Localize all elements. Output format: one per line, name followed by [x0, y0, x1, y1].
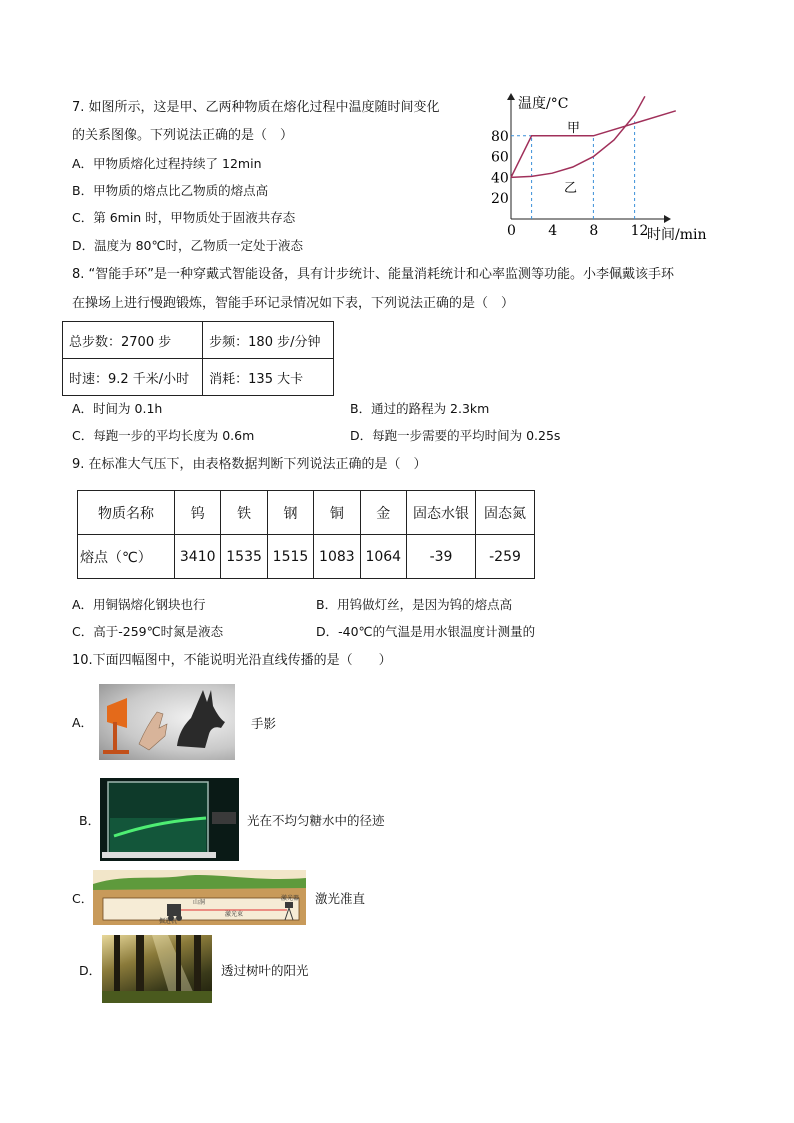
q7-option-b: B．甲物质的熔点比乙物质的熔点高: [72, 183, 269, 198]
q9-stem: 9. 在标准大气压下，由表格数据判断下列说法正确的是（ ）: [72, 457, 427, 472]
laser-tunnel-image: [93, 870, 306, 925]
q7-stem-line2: 的关系图像。下列说法正确的是（ ）: [72, 128, 294, 143]
table-cell: -39: [407, 535, 476, 579]
table-header: 钢: [267, 491, 313, 535]
q10-option-a-letter: A．: [72, 715, 94, 730]
q8-option-a: A．时间为 0.1h: [72, 401, 163, 416]
table-header: 钨: [175, 491, 221, 535]
y-axis-label: 温度/°C: [518, 96, 569, 112]
q10-option-b-letter: B．: [79, 813, 101, 828]
q7-option-c: C．第 6min 时，甲物质处于固液共存态: [72, 210, 296, 225]
q8-stem-line2: 在操场上进行慢跑锻炼，智能手环记录情况如下表，下列说法正确的是（ ）: [72, 296, 515, 311]
y-tick-label: 40: [491, 170, 509, 187]
label-laser-beam: 激光束: [225, 911, 244, 918]
label-tunneling-machine: 掘进机: [159, 918, 178, 925]
label-laser-device: 激光器: [281, 895, 300, 902]
y-tick-label: 80: [491, 128, 509, 145]
table-cell: 总步数：2700 步: [63, 322, 203, 359]
table-header: 铜: [314, 491, 360, 535]
q9-option-c: C．高于-259℃时氮是液态: [72, 624, 224, 639]
table-header: 物质名称: [78, 491, 175, 535]
q8-option-d: D．每跑一步需要的平均时间为 0.25s: [350, 428, 561, 443]
table-cell: -259: [476, 535, 535, 579]
label-tunnel: 山洞: [193, 899, 206, 906]
q7-option-d: D．温度为 80℃时，乙物质一定处于液态: [72, 238, 304, 253]
q10-option-d-caption: 透过树叶的阳光: [221, 963, 309, 978]
q10-option-a-caption: 手影: [251, 716, 277, 731]
series-label-jia: 甲: [567, 121, 581, 136]
table-cell: 1515: [267, 535, 313, 579]
y-tick-label: 60: [491, 149, 509, 166]
q9-melting-point-table: [77, 490, 535, 579]
q9-option-a: A．用铜锅熔化钢块也行: [72, 597, 206, 612]
table-header: 金: [360, 491, 406, 535]
table-cell: 熔点（℃）: [78, 535, 175, 579]
q10-option-b-caption: 光在不均匀糖水中的径迹: [247, 813, 385, 828]
q10-option-c-caption: 激光准直: [315, 891, 366, 906]
table-cell: 1083: [314, 535, 360, 579]
table-header: 固态氮: [476, 491, 535, 535]
sugar-water-image: [100, 778, 239, 861]
q7-option-a: A．甲物质熔化过程持续了 12min: [72, 156, 262, 171]
hand-shadow-image: [99, 684, 235, 760]
x-tick-label: 0: [507, 223, 516, 239]
x-tick-label: 4: [548, 223, 558, 239]
q8-record-table: [62, 321, 334, 396]
q10-option-d-letter: D．: [79, 963, 102, 978]
q9-option-b: B．用钨做灯丝，是因为钨的熔点高: [316, 597, 513, 612]
table-cell: 步频：180 步/分钟: [203, 322, 334, 359]
x-tick-label: 12: [630, 223, 649, 239]
table-cell: 1064: [360, 535, 406, 579]
table-cell: 3410: [175, 535, 221, 579]
melting-chart: [478, 88, 718, 248]
x-axis-label: 时间/min: [647, 227, 707, 243]
q8-stem-line1: 8. “智能手环”是一种穿戴式智能设备，具有计步统计、能量消耗统计和心率监测等功能。小李佩戴该手环: [72, 267, 675, 282]
table-header: 固态水银: [407, 491, 476, 535]
q10-stem: 10.下面四幅图中，不能说明光沿直线传播的是（ ）: [72, 653, 392, 668]
table-header: 铁: [221, 491, 267, 535]
series-label-yi: 乙: [564, 181, 578, 196]
x-tick-label: 8: [589, 223, 599, 239]
table-cell: 1535: [221, 535, 267, 579]
y-tick-label: 20: [491, 191, 509, 208]
table-cell: 消耗：135 大卡: [203, 359, 334, 396]
forest-sunlight-image: [102, 935, 212, 1003]
q10-option-c-letter: C．: [72, 891, 94, 906]
q7-stem-line1: 7. 如图所示，这是甲、乙两种物质在熔化过程中温度随时间变化: [72, 100, 440, 115]
q8-option-c: C．每跑一步的平均长度为 0.6m: [72, 428, 255, 443]
table-cell: 时速：9.2 千米/小时: [63, 359, 203, 396]
q9-option-d: D．-40℃的气温是用水银温度计测量的: [316, 624, 536, 639]
q8-option-b: B．通过的路程为 2.3km: [350, 401, 490, 416]
